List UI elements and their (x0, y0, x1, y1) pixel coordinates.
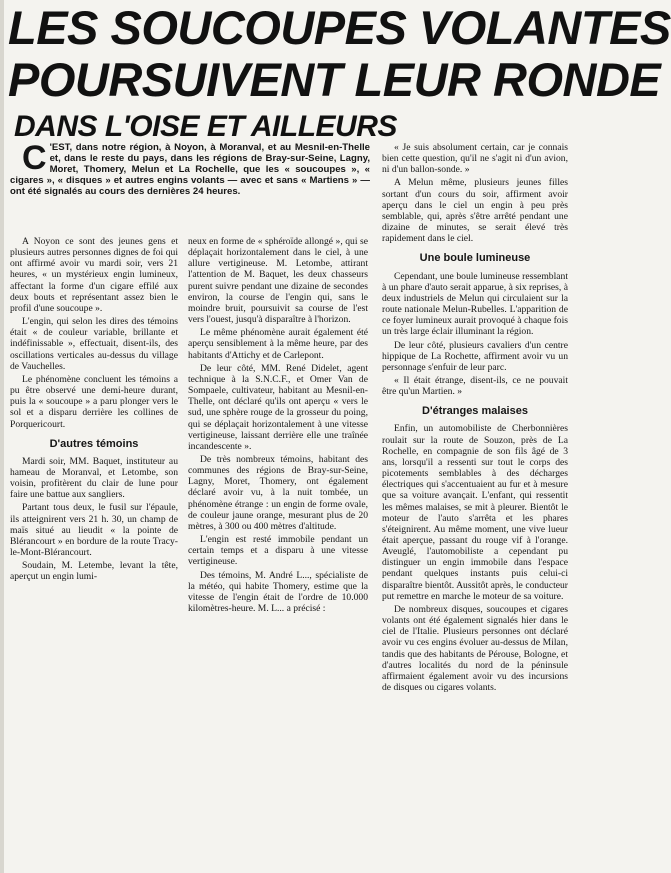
paragraph: A Noyon ce sont des jeunes gens et plusieurs autres personnes dignes de foi qui ont affirmé avoir vu mardi soir, vers 21 heures, « un mystérieux engin lumineux, affectant la forme d'un cigare effilé aux deux bouts et représentant assez bien le profil d'une soucoupe ». (10, 236, 178, 314)
paragraph: neux en forme de « sphéroïde allongé », qui se déplaçait horizontalement dans le ciel, à une allure vertigineuse. M. Letombe, attirant l'attention de M. Baquet, les deux chasseurs purent suivre pendant une dizaine de secondes environ, la course de l'engin qui, sans le moindre bruit, poursuivit sa course de l'est vers l'ouest, jusqu'à disparaître à l'horizon. (188, 236, 368, 326)
paragraph: A Melun même, plusieurs jeunes filles sortant d'un cours du soir, affirment avoir aperçu dans le ciel un engin à peu près semblable, qui, après s'être arrêté pendant une dizaine de minutes, se serait élevé très rapidement dans le ciel. (382, 177, 568, 245)
article-column-2 (188, 236, 368, 616)
paragraph: « Je suis absolument certain, car je connais bien cette question, qu'il ne s'agit ni d'un avion, ni d'un ballon-sonde. » (382, 142, 568, 176)
page-edge (0, 0, 4, 873)
paragraph: Le même phénomène aurait également été aperçu sensiblement à la même heure, par des habitants d'Attichy et de Carlepont. (188, 327, 368, 361)
paragraph: Soudain, M. Letembe, levant la tête, aperçut un engin lumi- (10, 560, 178, 583)
paragraph: L'engin, qui selon les dires des témoins était « de couleur variable, brillante et indéfinissable », effectuait, disent-ils, des oscillations verticales au-dessus du village de Vauchelles. (10, 316, 178, 372)
paragraph: L'engin est resté immobile pendant un certain temps et a disparu à une vitesse vertigineuse. (188, 534, 368, 568)
subheading: Une boule lumineuse (419, 252, 531, 265)
paragraph: Le phénomène concluent les témoins a pu être observé une demi-heure durant, puis la « soucoupe » a paru plonger vers le sol et a disparu derrière les collines de Porquericourt. (10, 373, 178, 430)
headline-line-1: LES SOUCOUPES VOLANTES (8, 1, 671, 54)
subheading: D'étranges malaises (422, 405, 528, 418)
article-column-1 (10, 236, 178, 585)
paragraph: Mardi soir, MM. Baquet, instituteur au hameau de Moranval, et Letombe, son voisin, profitèrent du clair de lune pour faire une battue aux sangliers. (10, 455, 178, 501)
paragraph: De leur côté, MM. René Didelet, agent technique à la S.N.C.F., et Omer Van de Sompaele, cultivateur, habitant au Mesnil-en-Thelle, ont déclaré qu'ils ont aperçu « vers le sud, une sphère rouge de la grosseur du poing, qui se déplaçait horizontalement à une vitesse vertigineuse, laissant derrière elle une traînée incandescente ». (188, 362, 368, 452)
paragraph: Des témoins, M. André L..., spécialiste de la météo, qui habite Thomery, estime que la vitesse de l'engin était de l'ordre de 10.000 kilomètres-heure. M. L... a précisé : (188, 569, 368, 614)
article-column-3 (382, 142, 568, 695)
subheading: D'autres témoins (49, 437, 139, 450)
paragraph: Partant tous deux, le fusil sur l'épaule, ils atteignirent vers 21 h. 30, un champ de maïs situé au lieudit « la pointe de Blérancourt » en bordure de la route Tracy-le-Mont-Blérancourt. (10, 502, 178, 559)
paragraph: Cependant, une boule lumineuse ressemblant à un phare d'auto serait apparue, à six reprises, à deux industriels de Melun qui circulaient sur la route nationale Melun-Rubelles. L'apparition de ce foyer lumineux aurait provoqué à chaque fois un très large éclair illuminant la région. (382, 270, 568, 338)
paragraph: « Il était étrange, disent-ils, ce ne pouvait être qu'un Martien. » (382, 374, 568, 398)
paragraph: De très nombreux témoins, habitant des communes des régions de Bray-sur-Seine, Lagny, Moret, Thomery, ont également déclaré avoir vu, à la nuit tombée, un phénomène étrange : un engin de forme ovale, de couleur jaune orange, mesurant plus de 20 mètres, à 300 ou 400 mètres d'altitude. (188, 453, 368, 532)
headline-line-2: POURSUIVENT LEUR RONDE (8, 53, 661, 106)
headline-line-3: DANS L'OISE ET AILLEURS (14, 110, 397, 143)
paragraph: Enfin, un automobiliste de Cherbonnières roulait sur la route de Souzon, près de La Rochelle, en compagnie de son fils âgé de 3 ans, lorsqu'il a ressenti sur tout le corps des picotements semblables à des décharges électriques qui s'accentuaient au fur et à mesure que sa voiture avançait. L'enfant, qui ressentit les mêmes malaises, se mit à pleurer. Bientôt le moteur de l'auto s'arrêta et les phares s'éteignirent. Au même moment, une vive lueur était aperçue, passant du rouge vif à l'orange. Aveuglé, l'automobiliste a cependant pu distinguer un engin immobile dans l'espace pendant quelques instants puis celui-ci disparaître bientôt. Aussitôt après, le conducteur put remettre en marche le moteur de sa voiture. (382, 423, 568, 602)
paragraph: De leur côté, plusieurs cavaliers d'un centre hippique de La Rochette, affirment avoir vu un personnage s'enfuir de leur parc. (382, 339, 568, 373)
drop-cap: C (22, 139, 47, 177)
lead-paragraph (10, 139, 370, 198)
paragraph: De nombreux disques, soucoupes et cigares volants ont été également signalés hier dans le ciel de l'Italie. Plusieurs personnes ont déclaré avoir vu ces engins évoluer au-dessus de Milan, tandis que des habitants de Pérouse, Bologne, et d'autres localités du nord de la péninsule affirmaient également avoir vu des incursions de disques ou cigares volants. (382, 603, 568, 694)
lead-text: 'EST, dans notre région, à Noyon, à Moranval, et au Mesnil-en-Thelle et, dans le reste du pays, dans les régions de Bray-sur-Seine, Lagny, Moret, Thomery, Melun et La Rochelle, que les « soucoupes », « cigares », « disques » et autres engins volants — avec et sans « Martiens » — ont été signalés au cours des dernières 24 heures. (10, 142, 370, 198)
